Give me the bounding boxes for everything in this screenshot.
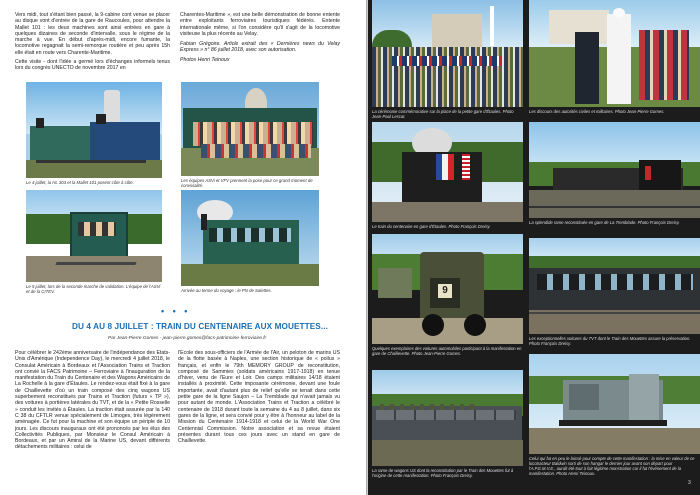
vehicle-number-plate bbox=[438, 284, 452, 298]
page-number: 3 bbox=[688, 480, 691, 486]
article-headline: DU 4 AU 8 JUILLET : TRAIN DU CENTENAIRE AUX MOUETTES... bbox=[72, 322, 328, 331]
article-byline: Par Jean-Pierre Gomes - jean-pierre.gomes@facs-patrimoine-ferroviaire.fr bbox=[108, 336, 267, 341]
caption: Le 4 juillet, la HL 303 et la Mallet 101 posent côte à côte. bbox=[26, 180, 134, 185]
intro-column-1 bbox=[15, 12, 170, 75]
caption: Arrivée au terme du voyage : le PN de Salettes. bbox=[181, 288, 272, 293]
section-separator: • • • bbox=[161, 306, 191, 316]
right-page bbox=[368, 0, 700, 495]
article-body-column-1: Pour célébrer le 242ème anniversaire de l'indépendance des Etats-Unis d'Amérique (Independence Day), le mercredi 4 juillet 2018, le Consulat Américain à Bordeaux et l'Association Trains et Traction ont convié la FACS Patrimoine – Ferroviaire à l'inauguration de la manifestation du Train du Centenaire et des Wagons Américains de La Rochelle à la gare d'Étaules. Le rendez-vous était fixé à la gare de Chaillevette d'où un train composé des cinq wagons US superbement reconstitués par Trains et Traction (futurs « TP »), des voitures à portières latérales du TVT, et de la « Petite Rosselle » conduit les invités à Étaules. La traction était assurée par la 140 C 38 du CFTLR venue spécialement de Limoges, très légèrement aménagée. Ce fut pour la machine et son équipe un périple de 10 jours. Les discours inauguraux ont été prononcés par les élus des Collectivités Publiques, par Monsieur le Consul Américain à Bordeaux, et par un Amiral de la Marine US, devant différents détachements militaires : celui de bbox=[15, 350, 170, 451]
caption: Celui qui fut en peu le laissé pour compte de cette manifestation : la mise en valeur de ce locotracteur Baldwin sorti de son hangar le dernier jour avant son départ pour l'A.P.E.M.V.E., auraît été tout à fait légitime monstration car il fut l'événement de la manifestation. Photo Henri Teinoux. bbox=[529, 456, 695, 476]
photo-us-wagons bbox=[372, 370, 523, 466]
vehicle-number: 9 bbox=[442, 285, 448, 296]
photo-crew-posing bbox=[181, 82, 319, 176]
photo-speeches bbox=[529, 0, 700, 107]
photo-ceremony-crowd bbox=[372, 0, 523, 107]
intro-column-2 bbox=[180, 12, 340, 66]
caption: Quelques exemplaires des voitures automobiles participant à la manifestation en gare de Chaillevette. Photo Jean-Pierre Gomes. bbox=[372, 346, 522, 356]
caption: Le 5 juillet, lors de la seconde marche de validation. L'équipe de l'ASVi et de la CITEV. bbox=[26, 284, 161, 295]
caption: La cérémonie commémorative sur la place de la petite gare d'Étaules. Photo Jean-Paul Lescat. bbox=[372, 109, 514, 119]
intro-paragraph: Cette visite - dont l'idée a germé lors d'échanges informels tenus lors du congrès UNECTO de novembre 2017 en bbox=[15, 59, 170, 72]
caption: Le train du centenaire en gare d'Étaules. Photo François Dreisy. bbox=[372, 224, 491, 229]
article-body-column-2: l'École des sous-officiers de l'Armée de l'Air, un peloton de marins US de la flotte basée à Naples, une section historique de « poilus » français, et enfin le 79th MEMORY GROUP de reconstitution, composé de Sammies (soldats américains 1917-1918) en tenue d'hiver, venu de l'Eure et Loir. Des camps militaires 14/18 étaient installés à proximité. Cette imposante cérémonie, devant une foule importante, avait d'autant plus de relief qu'elle se tenait dans cette petite gare de la ligne Saujon – La Tremblade qui n'avait jamais vu pour autant de monde. L'Association Trains et Traction a célébré le centenaire de 1918 durant toute la semaine du 4 au 8 juillet, dans six gares de la ligne, et sera convié pour y être à l'honneur au label de la Mission du Centenaire 1914-1918 et celui de la World War One Centennial Commission. Notre association et sa revue étaient présentes durant tous ces jours avec un stand en gare de Chaillevette. bbox=[178, 350, 340, 445]
intro-paragraph: Charentes-Maritime », est une belle démonstration de bonne entente entre exploitants ferroviaires touristiques fédérés. Entente internationale même, si l'on considère qu'il s'agit de la locomotive visiteuse la plus récente au Velay. bbox=[180, 12, 340, 37]
photo-credit: Photos Henri Teinoux bbox=[180, 56, 230, 63]
photo-locomotive-on-track bbox=[26, 190, 162, 282]
caption: La splendide rame reconstituée en gare de La Tremblade. Photo François Dreisy. bbox=[529, 220, 680, 225]
caption: Les discours des autorités civiles et militaires. Photo Jean-Pierre Gomes. bbox=[529, 109, 665, 114]
photo-locomotives-side-by-side bbox=[26, 82, 162, 178]
caption: La rame de wagons US dont la reconstitution par le Train des Mouettes fut à l'origine de cette manifestation. Photo François Dreisy. bbox=[372, 468, 514, 478]
photo-centenary-train bbox=[372, 122, 523, 222]
photo-vintage-vehicles bbox=[372, 234, 523, 344]
caption: Les équipes ASVi et VFV prennent la pose pour ce grand moment de convivialité. bbox=[181, 178, 313, 189]
photo-train-la-tremblade bbox=[529, 122, 700, 218]
caption: Les exceptionnelles voitures du TVT dont le Train des Mouettes assure la préservation. Photo François Dreisy. bbox=[529, 336, 691, 346]
photo-arrival-salettes bbox=[181, 190, 319, 286]
article-credit: Fabian Grégoire. Article extrait des « Dernières news du Velay Express » n° 86 juillet 2018, avec son autorisation. bbox=[180, 41, 340, 54]
photo-baldwin-locotractor bbox=[529, 354, 700, 454]
intro-paragraph: Vers midi, tout s'étant bien passé, la 9-cabine cont venue se placer au disque vont d'entrée de la gare de Raucoules, pour attendre la Mallet 101 : les deux machines sont ainsi entrées en gare à quelques dizaines de seconde d'intervalle, sous le régime de la marche à vue. En début d'après-midi, encore fumante, la locomotive regagnait la semi-remorque routière et peu après 15h elle était en route vers Charente-Maritime. bbox=[15, 12, 170, 56]
photo-tvt-carriages bbox=[529, 238, 700, 334]
